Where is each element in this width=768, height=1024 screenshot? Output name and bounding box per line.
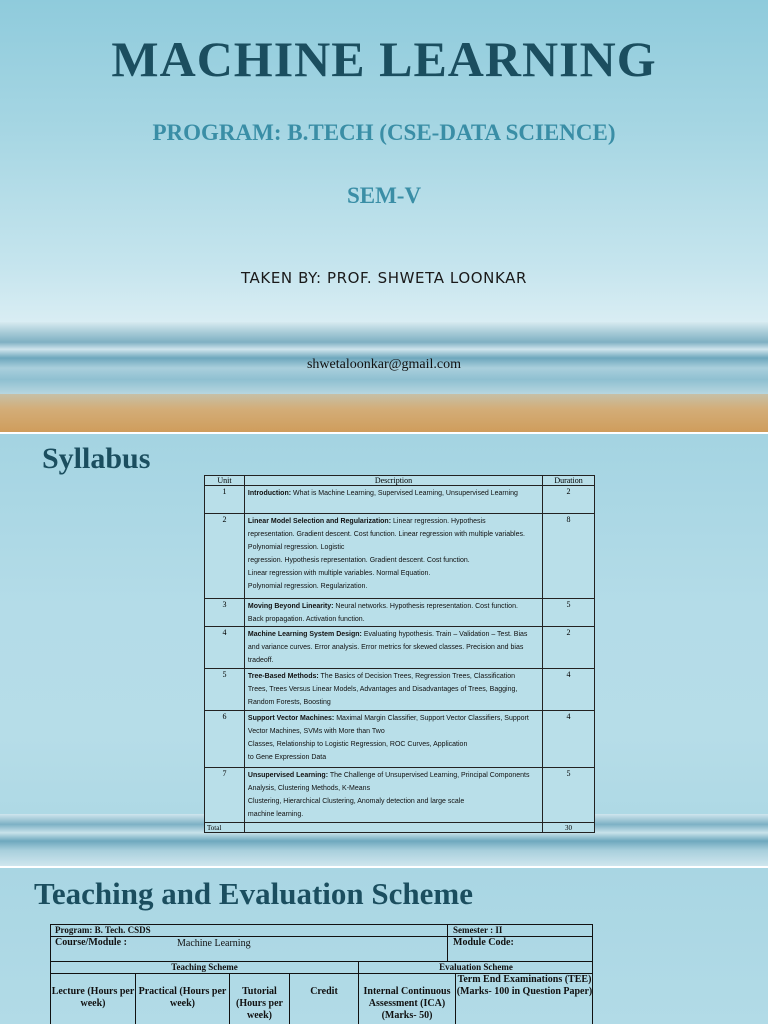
- tee-column-header: Term End Examinations (TEE) (Marks- 100 in Question Paper): [456, 974, 593, 997]
- table-header-row: [205, 476, 595, 486]
- description-text: and variance curves. Error analysis. Error metrics for skewed classes. Precision and bias: [247, 644, 524, 651]
- unit-cell: 1: [205, 486, 245, 514]
- scheme-header-row: [50, 961, 593, 973]
- description-text: The Basics of Decision Trees, Regression Trees, Classification: [320, 673, 516, 680]
- program-subtitle: PROGRAM: B.TECH (CSE-DATA SCIENCE): [152, 120, 616, 145]
- table-row: [205, 669, 595, 711]
- duration-cell: 5: [543, 599, 595, 627]
- sand-background-band: [0, 394, 768, 432]
- duration-cell: 2: [543, 627, 595, 669]
- course-label: Course/Module :: [55, 937, 127, 948]
- syllabus-title: Syllabus: [42, 442, 151, 475]
- topic-label: Machine Learning System Design:: [247, 631, 362, 638]
- table-row: [205, 599, 595, 627]
- description-text: to Gene Expression Data: [247, 754, 327, 761]
- duration-cell: 2: [543, 486, 595, 514]
- description-text: The Challenge of Unsupervised Learning, Principal Components: [329, 772, 530, 779]
- description-text: Classes, Relationship to Logistic Regression, ROC Curves, Application: [247, 741, 468, 748]
- description-text: regression. Hypothesis representation. Gradient descent. Cost function.: [247, 557, 470, 564]
- description-text: tradeoff.: [247, 657, 274, 664]
- description-cell: [244, 627, 542, 669]
- description-text: Vector Machines, SVMs with More than Two: [247, 728, 385, 735]
- teaching-scheme-table: [50, 924, 593, 1024]
- description-text: What is Machine Learning, Supervised Learning, Unsupervised Learning: [293, 490, 518, 497]
- instructor-name: TAKEN BY: PROF. SHWETA LOONKAR: [240, 269, 528, 287]
- description-cell: [244, 669, 542, 711]
- total-label: Total: [205, 823, 245, 833]
- description-text: Evaluating hypothesis. Train – Validation – Test. Bias: [363, 631, 528, 638]
- topic-label: Moving Beyond Linearity:: [247, 603, 334, 610]
- tutorial-column-header: Tutorial (Hours per week): [236, 986, 283, 1021]
- description-cell: [244, 486, 542, 514]
- description-text: Analysis, Clustering Methods, K-Means: [247, 785, 371, 792]
- semester-label: SEM-V: [346, 183, 422, 208]
- description-text: Linear regression with multiple variables. Normal Equation.: [247, 570, 431, 577]
- total-empty-cell: [244, 823, 542, 833]
- column-divider: [447, 925, 448, 936]
- duration-cell: 4: [543, 669, 595, 711]
- table-row: [205, 627, 595, 669]
- unit-header: Unit: [205, 476, 245, 486]
- lecture-column-header: Lecture (Hours per week): [51, 986, 135, 1009]
- table-row: [205, 514, 595, 599]
- course-value: Machine Learning: [177, 938, 251, 949]
- module-code-cell: Module Code:: [453, 937, 514, 948]
- course-row: [50, 936, 593, 961]
- description-text: Back propagation. Activation function.: [247, 616, 365, 623]
- ica-column-header: Internal Continuous Assessment (ICA) (Marks- 50): [363, 986, 451, 1021]
- column-divider: [447, 937, 448, 961]
- duration-header: Duration: [543, 476, 595, 486]
- table-total-row: [205, 823, 595, 833]
- description-text: Polynomial regression. Regularization.: [247, 583, 368, 590]
- description-text: Trees, Trees Versus Linear Models, Advantages and Disadvantages of Trees, Bagging,: [247, 686, 518, 693]
- description-text: machine learning.: [247, 811, 304, 818]
- unit-cell: 3: [205, 599, 245, 627]
- course-title: MACHINE LEARNING: [111, 31, 657, 87]
- description-text: Random Forests, Boosting: [247, 699, 331, 706]
- description-text: representation. Gradient descent. Cost function. Linear regression with multiple variables.: [247, 531, 525, 538]
- title-slide: [0, 0, 768, 432]
- topic-label: Unsupervised Learning:: [247, 772, 329, 779]
- description-text: Clustering, Hierarchical Clustering, Anomaly detection and large scale: [247, 798, 465, 805]
- description-text: Linear regression. Hypothesis: [393, 518, 486, 525]
- unit-cell: 7: [205, 768, 245, 823]
- total-value: 30: [543, 823, 595, 833]
- description-header: Description: [244, 476, 542, 486]
- columns-row: [50, 973, 593, 1024]
- table-row: [205, 486, 595, 514]
- semester-cell: Semester : II: [453, 925, 503, 935]
- unit-cell: 2: [205, 514, 245, 599]
- description-cell: [244, 599, 542, 627]
- program-cell: Program: B. Tech. CSDS: [55, 925, 151, 935]
- description-cell: [244, 768, 542, 823]
- duration-cell: 4: [543, 711, 595, 768]
- evaluation-scheme-header: Evaluation Scheme: [439, 962, 513, 972]
- unit-cell: 4: [205, 627, 245, 669]
- description-cell: [244, 514, 542, 599]
- description-cell: [244, 711, 542, 768]
- topic-label: Introduction:: [247, 490, 292, 497]
- teaching-scheme-title: Teaching and Evaluation Scheme: [34, 876, 473, 911]
- unit-cell: 6: [205, 711, 245, 768]
- table-row: [205, 711, 595, 768]
- teaching-scheme-header: Teaching Scheme: [171, 962, 238, 972]
- program-row: [50, 924, 593, 936]
- practical-column-header: Practical (Hours per week): [138, 986, 227, 1009]
- description-text: Polynomial regression. Logistic: [247, 544, 345, 551]
- topic-label: Linear Model Selection and Regularization:: [247, 518, 392, 525]
- duration-cell: 5: [543, 768, 595, 823]
- duration-cell: 8: [543, 514, 595, 599]
- credit-column-header: Credit: [310, 986, 338, 997]
- table-row: [205, 768, 595, 823]
- topic-label: Tree-Based Methods:: [247, 673, 319, 680]
- syllabus-table: [204, 475, 595, 833]
- description-text: Neural networks. Hypothesis representation. Cost function.: [335, 603, 518, 610]
- instructor-email[interactable]: shwetaloonkar@gmail.com: [306, 357, 462, 372]
- syllabus-slide: [0, 434, 768, 866]
- teaching-scheme-slide: [0, 868, 768, 1024]
- description-text: Maximal Margin Classifier, Support Vector Classifiers, Support: [336, 715, 529, 722]
- topic-label: Support Vector Machines:: [247, 715, 335, 722]
- unit-cell: 5: [205, 669, 245, 711]
